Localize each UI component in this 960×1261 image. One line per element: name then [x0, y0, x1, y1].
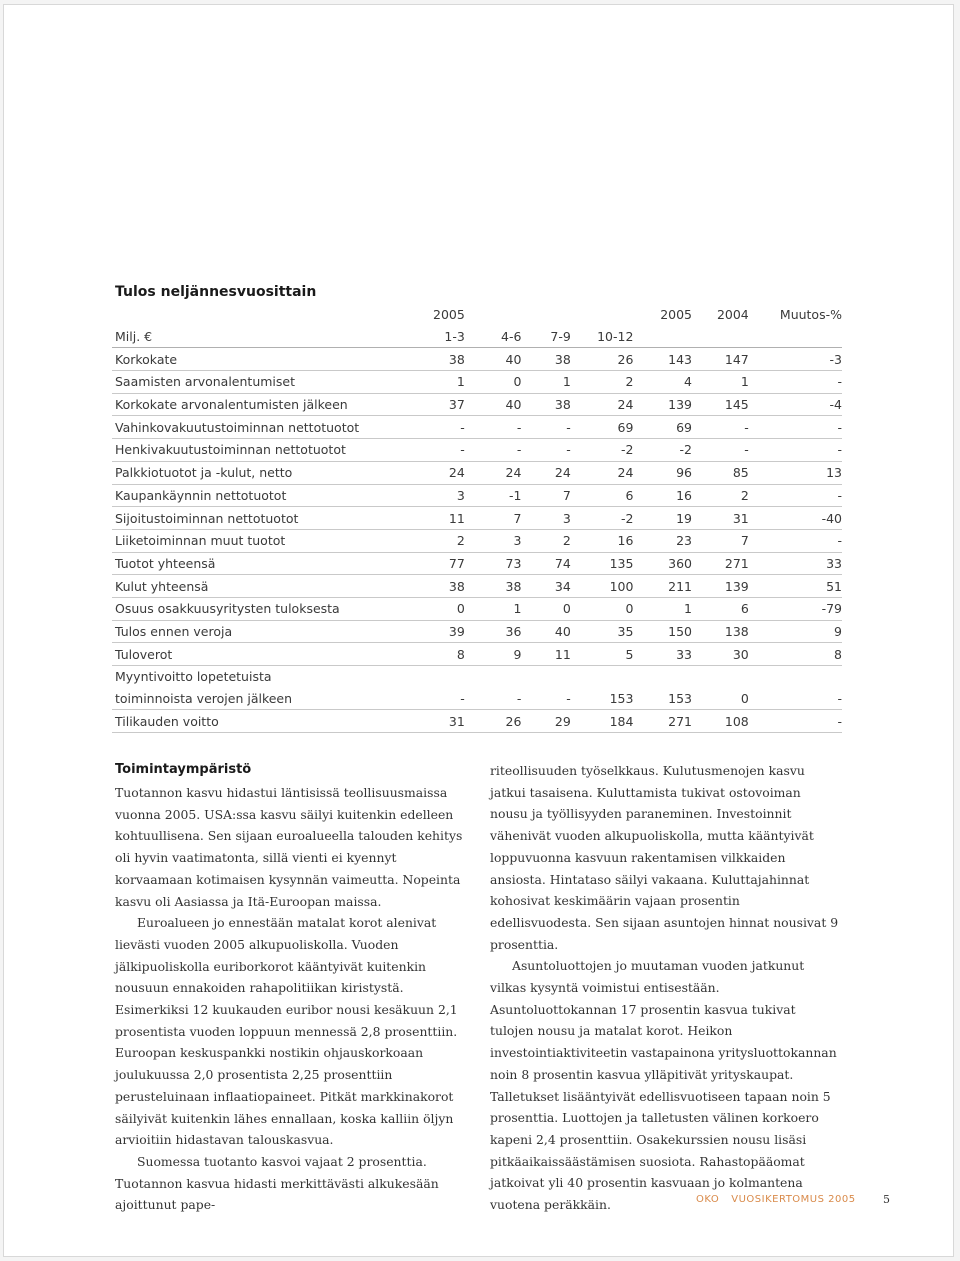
- row-value: 26: [571, 348, 634, 371]
- row-value: 0: [465, 371, 522, 394]
- row-value: 38: [410, 575, 465, 598]
- row-value: 143: [633, 348, 692, 371]
- row-value: [633, 666, 692, 688]
- row-value: 24: [410, 461, 465, 484]
- row-value: -: [410, 416, 465, 439]
- row-value: -: [465, 416, 522, 439]
- row-value: 33: [633, 643, 692, 666]
- table-row: [112, 461, 842, 484]
- row-value: -: [692, 416, 749, 439]
- results-table: [112, 304, 842, 733]
- row-label: Kaupankäynnin nettotuotot: [112, 484, 410, 507]
- row-value: 145: [692, 393, 749, 416]
- row-value: 40: [521, 620, 570, 643]
- row-value: -40: [749, 507, 842, 530]
- table-row: [112, 507, 842, 530]
- row-value: 1: [692, 371, 749, 394]
- row-value: 0: [521, 597, 570, 620]
- row-value: 39: [410, 620, 465, 643]
- row-value: 3: [465, 529, 522, 552]
- row-value: 153: [571, 688, 634, 710]
- row-value: -: [521, 688, 570, 710]
- row-value: 1: [465, 597, 522, 620]
- row-value: -: [465, 688, 522, 710]
- row-value: -: [410, 688, 465, 710]
- year-header-row: [112, 304, 842, 326]
- row-label: Palkkiotuotot ja -kulut, netto: [112, 461, 410, 484]
- row-value: 16: [571, 529, 634, 552]
- row-value: 31: [410, 710, 465, 733]
- row-value: 38: [521, 348, 570, 371]
- row-value: [571, 666, 634, 688]
- row-label: Tilikauden voitto: [112, 710, 410, 733]
- table-row: [112, 439, 842, 462]
- row-value: 2: [410, 529, 465, 552]
- quarter-header-cell: [633, 326, 692, 348]
- row-value: 40: [465, 348, 522, 371]
- row-value: 35: [571, 620, 634, 643]
- table-row: [112, 620, 842, 643]
- row-value: 2: [571, 371, 634, 394]
- row-value: 3: [410, 484, 465, 507]
- row-value: 138: [692, 620, 749, 643]
- footer-report-title: VUOSIKERTOMUS 2005: [731, 1194, 856, 1205]
- row-value: 184: [571, 710, 634, 733]
- row-value: 2: [521, 529, 570, 552]
- row-value: 23: [633, 529, 692, 552]
- row-value: 7: [465, 507, 522, 530]
- quarter-header-cell: 1-3: [410, 326, 465, 348]
- row-label: Sijoitustoiminnan nettotuotot: [112, 507, 410, 530]
- year-header-cell: [571, 304, 634, 326]
- row-value: -79: [749, 597, 842, 620]
- article-left-column: [115, 760, 467, 1216]
- footer-brand: OKO: [696, 1194, 720, 1205]
- row-value: 31: [692, 507, 749, 530]
- row-value: [410, 666, 465, 688]
- quarter-header-cell: 4-6: [465, 326, 522, 348]
- row-value: 1: [410, 371, 465, 394]
- row-value: 153: [633, 688, 692, 710]
- row-value: -: [749, 484, 842, 507]
- row-value: 211: [633, 575, 692, 598]
- row-value: 11: [410, 507, 465, 530]
- row-value: 6: [692, 597, 749, 620]
- row-value: -2: [633, 439, 692, 462]
- row-value: 24: [521, 461, 570, 484]
- row-value: 24: [571, 393, 634, 416]
- row-value: 135: [571, 552, 634, 575]
- row-value: 38: [521, 393, 570, 416]
- article-paragraph: Tuotannon kasvu hidastui läntisissä teollisuusmaissa vuonna 2005. USA:ssa kasvu säilyi kuitenkin edelleen kohtuullisena. Sen sijaan euroalueella talouden kehitys oli hyvin vaatimatonta, sillä vienti ei kyennyt korvaamaan kotimaisen kysynnän vaimeutta. Nopeinta kasvu oli Aasiassa ja Itä-Euroopan maissa.: [115, 785, 463, 909]
- row-value: 69: [571, 416, 634, 439]
- row-value: 11: [521, 643, 570, 666]
- row-label: Vahinkovakuutustoiminnan nettotuotot: [112, 416, 410, 439]
- row-value: -: [749, 439, 842, 462]
- row-value: -: [521, 416, 570, 439]
- row-value: 147: [692, 348, 749, 371]
- article-heading: Toimintaympäristö: [115, 762, 252, 777]
- table-row: [112, 666, 842, 688]
- row-value: 7: [521, 484, 570, 507]
- article-paragraph: Suomessa tuotanto kasvoi vajaat 2 prosenttia. Tuotannon kasvua hidasti merkittävästi alkukesään ajoittunut pape-: [115, 1153, 439, 1213]
- table-row: [112, 348, 842, 371]
- table-row: [112, 710, 842, 733]
- row-value: 6: [571, 484, 634, 507]
- row-value: 96: [633, 461, 692, 484]
- row-value: -: [749, 371, 842, 394]
- year-header-cell: 2005: [433, 307, 465, 323]
- quarter-header-cell: 10-12: [571, 326, 634, 348]
- row-value: -: [465, 439, 522, 462]
- row-label: Tulos ennen veroja: [112, 620, 410, 643]
- row-value: [465, 666, 522, 688]
- row-value: 3: [521, 507, 570, 530]
- table-row: [112, 393, 842, 416]
- row-value: -: [749, 529, 842, 552]
- row-value: 2: [692, 484, 749, 507]
- row-value: [521, 666, 570, 688]
- row-value: 36: [465, 620, 522, 643]
- row-value: 0: [410, 597, 465, 620]
- year-header-cell: 2004: [716, 307, 749, 323]
- row-value: -3: [749, 348, 842, 371]
- row-value: 85: [692, 461, 749, 484]
- article-paragraph: riteollisuuden työselkkaus. Kulutusmenojen kasvu jatkui tasaisena. Kuluttamista tukivat ostovoiman nousu ja työllisyyden paraneminen. Investoinnit vähenivät vuoden alkupuoliskolla, mutta kääntyivät loppuvuonna kasvuun rakentamisen vilkkaiden ansiosta. Hintataso säilyi vakaana. Kuluttajahinnat kohosivat keskimäärin vajaan prosentin edellisvuodesta. Sen sijaan asuntojen hinnat nousivat 9 prosenttia.: [490, 763, 839, 952]
- row-label: Korkokate: [112, 348, 410, 371]
- table-row: [112, 688, 842, 710]
- row-value: 34: [521, 575, 570, 598]
- row-label: Korkokate arvonalentumisten jälkeen: [112, 393, 410, 416]
- row-label: Tuloverot: [112, 643, 410, 666]
- row-value: 7: [692, 529, 749, 552]
- table-row: [112, 575, 842, 598]
- table-row: [112, 597, 842, 620]
- row-value: -: [749, 416, 842, 439]
- row-value: 13: [749, 461, 842, 484]
- table-row: [112, 643, 842, 666]
- row-value: 51: [749, 575, 842, 598]
- row-value: 24: [571, 461, 634, 484]
- row-value: -2: [571, 507, 634, 530]
- year-header-cell: [465, 304, 522, 326]
- row-value: -: [692, 439, 749, 462]
- article-paragraph: Asuntoluottojen jo muutaman vuoden jatkunut vilkas kysyntä voimistui entisestään. Asuntoluottokannan 17 prosentin kasvua tukivat tulojen nousu ja matalat korot. Heikon investointiaktiviteetin vastapainona yritysluottokannan noin 8 prosentin kasvua ylläpitivät yrityskaupat. Talletukset lisääntyivät edellisvuotiseen tapaan noin 5 prosenttia. Luottojen ja talletusten välinen korkoero kapeni 2,4 prosenttiin. Osakekurssien nousu lisäsi pitkäaikaissäästämisen suosiota. Rahastopääomat jatkoivat yli 40 prosentin kasvuaan jo kolmantena vuotena peräkkäin.: [490, 958, 837, 1213]
- table-row: [112, 371, 842, 394]
- row-value: 4: [633, 371, 692, 394]
- table-row: [112, 484, 842, 507]
- row-value: 1: [521, 371, 570, 394]
- row-value: 0: [692, 688, 749, 710]
- table-title: Tulos neljännesvuosittain: [115, 284, 317, 300]
- row-value: 271: [633, 710, 692, 733]
- row-label: Myyntivoitto lopetetuista: [115, 669, 272, 685]
- row-value: 77: [410, 552, 465, 575]
- row-value: 73: [465, 552, 522, 575]
- row-value: 271: [692, 552, 749, 575]
- row-label: Saamisten arvonalentumiset: [112, 371, 410, 394]
- year-header-cell: [521, 304, 570, 326]
- row-value: 360: [633, 552, 692, 575]
- row-value: 24: [465, 461, 522, 484]
- row-value: 16: [633, 484, 692, 507]
- article-paragraph: Euroalueen jo ennestään matalat korot alenivat lievästi vuoden 2005 alkupuoliskolla. Vuoden jälkipuoliskolla euriborkorot kääntyivät kuitenkin nousuun ennakoiden rahapolitiikan kiristystä. Esimerkiksi 12 kuukauden euribor nousi kesäkuun 2,1 prosentista vuoden loppuun mennessä 2,8 prosenttiin. Euroopan keskuspankki nostikin ohjauskorkoaan joulukuussa 2,0 prosentista 2,25 prosenttiin perusteluinaan inflaatiopaineet. Pitkät markkinakorot säilyivät kuitenkin lähes ennallaan, koska kalliin öljyn arvioitiin hidastavan talouskasvua.: [115, 915, 458, 1148]
- row-value: 30: [692, 643, 749, 666]
- row-value: -: [749, 710, 842, 733]
- row-label: Henkivakuutustoiminnan nettotuotot: [112, 439, 410, 462]
- row-value: 29: [521, 710, 570, 733]
- row-value: 9: [465, 643, 522, 666]
- page-footer: [696, 1194, 856, 1205]
- row-value: 38: [410, 348, 465, 371]
- row-label: Tuotot yhteensä: [112, 552, 410, 575]
- table-row: [112, 529, 842, 552]
- year-header-cell: [112, 304, 410, 326]
- page-number: 5: [883, 1193, 890, 1206]
- unit-label: Milj. €: [112, 326, 410, 348]
- year-header-cell: 2005: [660, 307, 692, 323]
- row-value: 9: [749, 620, 842, 643]
- row-value: -: [521, 439, 570, 462]
- row-value: 139: [633, 393, 692, 416]
- row-value: 40: [465, 393, 522, 416]
- row-value: [692, 666, 749, 688]
- row-value: 8: [749, 643, 842, 666]
- row-label: Osuus osakkuusyritysten tuloksesta: [112, 597, 410, 620]
- row-value: -: [410, 439, 465, 462]
- row-value: 33: [749, 552, 842, 575]
- table-row: [112, 416, 842, 439]
- row-label: Kulut yhteensä: [112, 575, 410, 598]
- quarter-header-row: [112, 326, 842, 348]
- row-value: [749, 666, 842, 688]
- row-value: 74: [521, 552, 570, 575]
- row-value: 108: [692, 710, 749, 733]
- table-row: [112, 552, 842, 575]
- year-header-cell: Muutos-%: [779, 307, 842, 323]
- row-value: 0: [571, 597, 634, 620]
- quarter-header-cell: [749, 326, 842, 348]
- row-value: 38: [465, 575, 522, 598]
- row-value: 69: [633, 416, 692, 439]
- row-value: -4: [749, 393, 842, 416]
- row-label: Liiketoiminnan muut tuotot: [112, 529, 410, 552]
- row-value: -1: [465, 484, 522, 507]
- row-value: 1: [633, 597, 692, 620]
- row-value: -: [749, 688, 842, 710]
- quarter-header-cell: [692, 326, 749, 348]
- row-label: toiminnoista verojen jälkeen: [112, 688, 410, 710]
- article-right-column: [490, 760, 842, 1216]
- row-value: 150: [633, 620, 692, 643]
- quarter-header-cell: 7-9: [521, 326, 570, 348]
- row-value: 26: [465, 710, 522, 733]
- row-value: 5: [571, 643, 634, 666]
- row-value: 139: [692, 575, 749, 598]
- row-value: 100: [571, 575, 634, 598]
- row-value: 37: [410, 393, 465, 416]
- row-value: 19: [633, 507, 692, 530]
- row-value: 8: [410, 643, 465, 666]
- row-value: -2: [571, 439, 634, 462]
